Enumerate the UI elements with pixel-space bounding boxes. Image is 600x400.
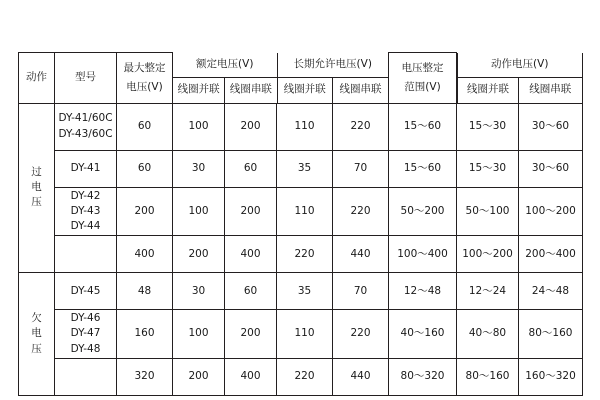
cell-operate-series: 100～200 bbox=[519, 187, 583, 236]
section-label-undervoltage-char-3: 压 bbox=[31, 342, 42, 355]
model-name: DY-45 bbox=[70, 284, 101, 297]
cell-setting-range: 15～60 bbox=[389, 103, 457, 150]
cell-long-series: 440 bbox=[333, 358, 389, 395]
cell-long-parallel: 220 bbox=[277, 358, 333, 395]
section-label-undervoltage bbox=[19, 273, 55, 396]
model-cell bbox=[55, 236, 117, 273]
cell-rated-parallel: 30 bbox=[173, 150, 225, 187]
section-label-undervoltage-char-2: 电 bbox=[31, 327, 42, 340]
table-row bbox=[19, 236, 583, 273]
cell-operate-series: 24～48 bbox=[519, 273, 583, 310]
model-name: DY-43/60C bbox=[58, 127, 113, 140]
section-label-undervoltage-char-1: 欠 bbox=[31, 312, 42, 325]
section-label-overvoltage-char-2: 电 bbox=[31, 181, 42, 194]
cell-operate-series: 80～160 bbox=[519, 310, 583, 359]
header-long-parallel: 线圈并联 bbox=[277, 77, 333, 103]
cell-rated-series: 200 bbox=[225, 310, 277, 359]
cell-operate-parallel: 80～160 bbox=[457, 358, 519, 395]
cell-operate-series: 30～60 bbox=[519, 103, 583, 150]
header-long-term-block bbox=[277, 53, 389, 104]
model-cell bbox=[55, 150, 117, 187]
model-name: DY-48 bbox=[70, 342, 101, 355]
cell-long-parallel: 110 bbox=[277, 103, 333, 150]
cell-setting-range: 15～60 bbox=[389, 150, 457, 187]
section-label-overvoltage-char-3: 压 bbox=[31, 196, 42, 209]
model-name: DY-41 bbox=[70, 161, 101, 174]
cell-max-setting: 160 bbox=[117, 310, 173, 359]
cell-max-setting: 320 bbox=[117, 358, 173, 395]
cell-rated-series: 60 bbox=[225, 150, 277, 187]
cell-rated-parallel: 100 bbox=[173, 187, 225, 236]
cell-rated-parallel: 100 bbox=[173, 310, 225, 359]
cell-long-series: 70 bbox=[333, 150, 389, 187]
table-row bbox=[19, 150, 583, 187]
model-cell bbox=[55, 187, 117, 236]
cell-operate-parallel: 15～30 bbox=[457, 103, 519, 150]
header-rated-series: 线圈串联 bbox=[229, 83, 272, 96]
model-cell bbox=[55, 310, 117, 359]
cell-rated-parallel: 100 bbox=[173, 103, 225, 150]
cell-max-setting: 60 bbox=[117, 103, 173, 150]
cell-rated-parallel: 200 bbox=[173, 236, 225, 273]
model-name: DY-43 bbox=[70, 204, 101, 217]
cell-operate-parallel: 40～80 bbox=[457, 310, 519, 359]
cell-operate-series: 200～400 bbox=[519, 236, 583, 273]
header-rated-parallel: 线圈并联 bbox=[173, 77, 225, 103]
table-row bbox=[19, 273, 583, 310]
table-row bbox=[19, 103, 583, 150]
table-row bbox=[19, 358, 583, 395]
header-max-setting-voltage bbox=[117, 53, 173, 104]
cell-operate-parallel: 15～30 bbox=[457, 150, 519, 187]
cell-operate-parallel: 100～200 bbox=[457, 236, 519, 273]
cell-long-parallel: 110 bbox=[277, 310, 333, 359]
cell-setting-range: 50～200 bbox=[389, 187, 457, 236]
model-name: DY-42 bbox=[70, 189, 101, 202]
model-cell bbox=[55, 273, 117, 310]
model-name: DY-41/60C bbox=[58, 112, 113, 125]
cell-long-parallel: 35 bbox=[277, 273, 333, 310]
cell-long-series: 220 bbox=[333, 310, 389, 359]
cell-long-parallel: 110 bbox=[277, 187, 333, 236]
header-setting-range bbox=[389, 53, 457, 104]
cell-long-series: 440 bbox=[333, 236, 389, 273]
cell-operate-series: 30～60 bbox=[519, 150, 583, 187]
model-name: DY-46 bbox=[70, 312, 101, 325]
header-model: 型号 bbox=[55, 53, 117, 104]
cell-setting-range: 80～320 bbox=[389, 358, 457, 395]
cell-max-setting: 200 bbox=[117, 187, 173, 236]
header-operate-group: 动作电压(V) bbox=[458, 53, 583, 78]
header-action: 动作 bbox=[19, 53, 55, 104]
header-operate-parallel: 线圈并联 bbox=[458, 77, 519, 103]
header-setting-range-line2: 范围(V) bbox=[404, 80, 441, 93]
model-cell bbox=[55, 103, 117, 150]
cell-max-setting: 48 bbox=[117, 273, 173, 310]
cell-rated-series: 200 bbox=[225, 187, 277, 236]
cell-long-series: 220 bbox=[333, 103, 389, 150]
header-operate-series: 线圈串联 bbox=[519, 77, 583, 103]
header-rated-voltage-block bbox=[173, 53, 277, 104]
cell-setting-range: 12～48 bbox=[389, 273, 457, 310]
cell-operate-series: 160～320 bbox=[519, 358, 583, 395]
cell-rated-series: 400 bbox=[225, 358, 277, 395]
cell-rated-parallel: 30 bbox=[173, 273, 225, 310]
table-row bbox=[19, 187, 583, 236]
cell-long-parallel: 220 bbox=[277, 236, 333, 273]
section-label-overvoltage bbox=[19, 103, 55, 273]
header-rated-voltage-group: 额定电压(V) bbox=[173, 53, 277, 78]
cell-rated-series: 400 bbox=[225, 236, 277, 273]
cell-setting-range: 40～160 bbox=[389, 310, 457, 359]
cell-rated-series: 200 bbox=[225, 103, 277, 150]
header-operate-voltage-block bbox=[457, 53, 583, 104]
header-setting-range-line1: 电压整定 bbox=[401, 62, 444, 75]
header-max-setting-line2: 电压(V) bbox=[126, 80, 163, 93]
model-name: DY-44 bbox=[70, 219, 101, 232]
header-long-term-group: 长期允许电压(V) bbox=[277, 53, 388, 78]
header-long-series: 线圈串联 bbox=[339, 83, 382, 96]
cell-rated-parallel: 200 bbox=[173, 358, 225, 395]
header-max-setting-line1: 最大整定 bbox=[123, 62, 166, 75]
cell-rated-series: 60 bbox=[225, 273, 277, 310]
relay-voltage-spec-table bbox=[18, 52, 583, 396]
cell-setting-range: 100～400 bbox=[389, 236, 457, 273]
model-name: DY-47 bbox=[70, 327, 101, 340]
model-cell bbox=[55, 358, 117, 395]
cell-operate-parallel: 50～100 bbox=[457, 187, 519, 236]
table-row bbox=[19, 310, 583, 359]
table-header-row bbox=[19, 53, 583, 104]
cell-long-series: 70 bbox=[333, 273, 389, 310]
cell-operate-parallel: 12～24 bbox=[457, 273, 519, 310]
cell-long-series: 220 bbox=[333, 187, 389, 236]
section-label-overvoltage-char-1: 过 bbox=[31, 166, 42, 178]
cell-max-setting: 400 bbox=[117, 236, 173, 273]
cell-long-parallel: 35 bbox=[277, 150, 333, 187]
cell-max-setting: 60 bbox=[117, 150, 173, 187]
